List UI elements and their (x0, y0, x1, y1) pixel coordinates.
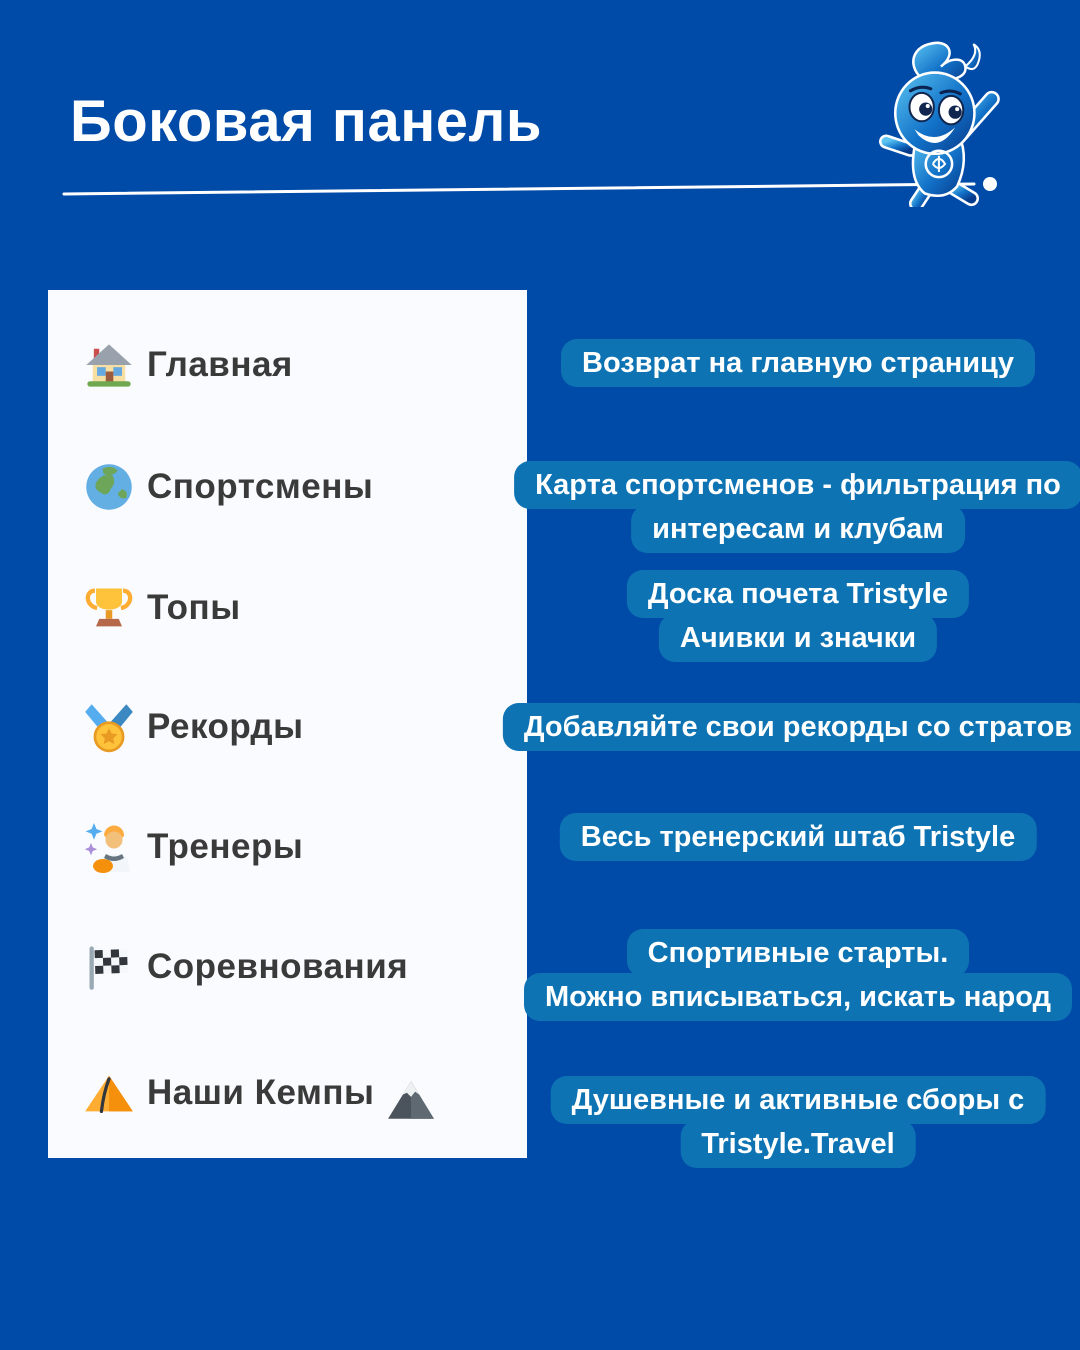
sidebar-item-coaches[interactable] (48, 815, 527, 879)
sidebar-item-label: Соревнования (147, 947, 409, 986)
sidebar-item-competitions[interactable] (48, 935, 527, 999)
callout-line: Можно вписываться, искать народ (524, 973, 1072, 1021)
sidebar-item-label: Тренеры (147, 827, 304, 866)
mascot-icon (878, 36, 1010, 204)
callout-records (503, 703, 1080, 751)
sidebar-item-label: Главная (147, 345, 293, 384)
page-title: Боковая панель (70, 89, 542, 154)
callout-line: Возврат на главную страницу (561, 339, 1035, 387)
callout-line: Добавляйте свои рекорды со стратов (503, 703, 1080, 751)
coach-icon (83, 821, 135, 873)
callout-home (561, 339, 1035, 387)
sidebar-item-label: Рекорды (147, 707, 304, 746)
sidebar-panel (48, 290, 527, 1158)
sidebar-item-label: Топы (147, 588, 241, 627)
sidebar-item-camps[interactable] (48, 1061, 527, 1125)
sidebar-item-label: Спортсмены (147, 467, 374, 506)
sidebar-item-tops[interactable] (48, 576, 527, 640)
callout-line: Карта спортсменов - фильтрация по (514, 461, 1080, 509)
callout-line: Доска почета Tristyle (627, 570, 969, 618)
sidebar-item-home[interactable] (48, 333, 527, 397)
callout-competitions (524, 929, 1072, 1021)
callout-line: Спортивные старты. (627, 929, 970, 977)
sidebar-item-label: Наши Кемпы (147, 1073, 375, 1112)
title-underline (58, 176, 1018, 202)
callout-line: Ачивки и значки (659, 614, 937, 662)
globe-icon (83, 461, 135, 513)
sidebar-item-athletes[interactable] (48, 455, 527, 519)
medal-icon (83, 701, 135, 753)
checkered-flag-icon (83, 941, 135, 993)
sidebar-item-records[interactable] (48, 695, 527, 759)
callout-tops (627, 570, 969, 662)
mountain-icon (386, 1075, 436, 1125)
callout-coaches (560, 813, 1037, 861)
callout-line: Душевные и активные сборы с (551, 1076, 1046, 1124)
callout-line: Весь тренерский штаб Tristyle (560, 813, 1037, 861)
trophy-icon (83, 582, 135, 634)
callout-athletes (514, 461, 1080, 553)
callout-line: интересам и клубам (631, 505, 965, 553)
tent-icon (83, 1067, 135, 1119)
callout-line: Tristyle.Travel (680, 1120, 915, 1168)
house-icon (83, 339, 135, 391)
callout-camps (551, 1076, 1046, 1168)
